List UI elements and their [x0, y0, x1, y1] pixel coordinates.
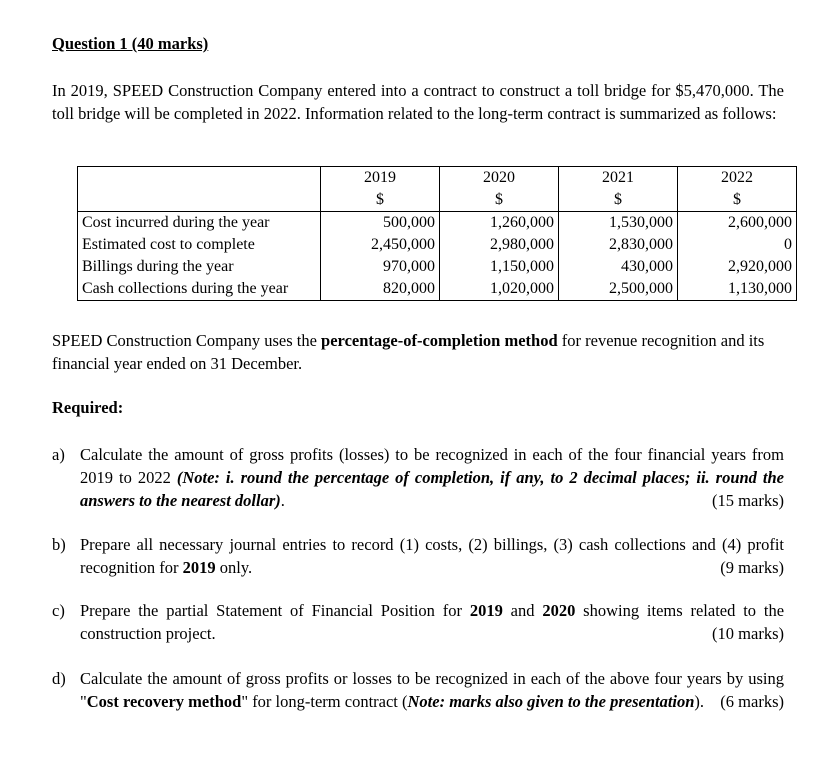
table-cell: 2,600,000 — [728, 214, 792, 231]
year-header-2022 — [678, 167, 797, 212]
part-d-letter: d) — [52, 669, 66, 688]
table-cell: 2,920,000 — [728, 258, 792, 275]
part-c-marks: (10 marks) — [712, 624, 784, 643]
values-2021 — [559, 212, 678, 301]
row-label-billings: Billings during the year — [82, 258, 234, 275]
table-cell: 0 — [784, 236, 792, 253]
year-label: 2021 — [602, 169, 634, 186]
part-c-year-1: 2019 — [469, 601, 503, 620]
table-header-row — [78, 167, 797, 212]
part-b-letter: b) — [52, 535, 66, 554]
part-a — [52, 443, 784, 512]
table-cell: 2,450,000 — [371, 236, 435, 253]
part-b-body — [80, 533, 784, 579]
method-emphasis: percentage-of-completion method — [321, 331, 558, 350]
row-labels-cell — [78, 212, 321, 301]
part-c-text-end: showing items related to the construction project. — [80, 601, 785, 643]
part-c-body — [80, 599, 784, 645]
values-2022 — [678, 212, 797, 301]
contract-table — [77, 166, 797, 301]
part-b-marks: (9 marks) — [720, 558, 784, 577]
table-cell: 1,150,000 — [490, 258, 554, 275]
table-cell: 2,500,000 — [609, 280, 673, 297]
table-cell: 970,000 — [383, 258, 435, 275]
intro-paragraph: In 2019, SPEED Construction Company entered into a contract to construct a toll bridge for $5,470,000. The toll bridge will be completed in 2022. Information related to the long-term contract is summarized as follows: — [52, 81, 784, 123]
part-c-text: Prepare the partial Statement of Financial Position for — [80, 601, 470, 620]
part-a-end: . — [280, 491, 285, 510]
method-paragraph — [52, 329, 784, 375]
year-label: 2022 — [721, 169, 753, 186]
table-cell: 500,000 — [383, 214, 435, 231]
currency-label: $ — [614, 191, 622, 208]
table-cell: 1,530,000 — [609, 214, 673, 231]
part-d-body — [80, 667, 784, 713]
row-label-estimated-cost: Estimated cost to complete — [82, 236, 255, 253]
table-cell: 2,980,000 — [490, 236, 554, 253]
table-body-row — [78, 212, 797, 301]
part-a-marks: (15 marks) — [712, 491, 784, 510]
values-2019 — [321, 212, 440, 301]
part-d-text: Calculate the amount of gross profits or losses to be recognized in each of the above four years by using " — [80, 669, 784, 711]
table-cell: 1,260,000 — [490, 214, 554, 231]
table-corner-cell — [78, 167, 321, 212]
part-c — [52, 599, 784, 645]
part-a-letter: a) — [52, 445, 65, 464]
year-header-2020 — [440, 167, 559, 212]
table-cell: 1,130,000 — [728, 280, 792, 297]
table-cell: 430,000 — [621, 258, 673, 275]
part-d-end: ). — [694, 692, 705, 711]
required-heading: Required: — [52, 398, 124, 417]
part-d-note: Note: marks also given to the presentation — [407, 692, 695, 711]
table-cell: 2,830,000 — [609, 236, 673, 253]
values-2020 — [440, 212, 559, 301]
part-a-body — [80, 443, 784, 512]
currency-label: $ — [495, 191, 503, 208]
row-label-cash-collections: Cash collections during the year — [82, 280, 289, 297]
method-text-end: for revenue recognition and its financial year ended on 31 December. — [52, 331, 765, 373]
part-d — [52, 667, 784, 713]
currency-label: $ — [376, 191, 384, 208]
year-header-2021 — [559, 167, 678, 212]
table-cell: 820,000 — [383, 280, 435, 297]
question-title: Question 1 (40 marks) — [52, 34, 209, 53]
row-label-cost-incurred: Cost incurred during the year — [82, 214, 270, 231]
currency-label: $ — [733, 191, 741, 208]
part-d-text-mid: " for long-term contract ( — [241, 692, 408, 711]
part-b-year: 2019 — [182, 558, 216, 577]
part-b-text: Prepare all necessary journal entries to record (1) costs, (2) billings, (3) cash collections and (4) profit recognition for — [80, 535, 784, 577]
part-b-end: only. — [215, 558, 253, 577]
year-header-2019 — [321, 167, 440, 212]
table-cell: 1,020,000 — [490, 280, 554, 297]
method-text: SPEED Construction Company uses the — [52, 331, 322, 350]
part-c-text-and: and — [502, 601, 543, 620]
part-d-marks: (6 marks) — [720, 692, 784, 711]
part-b — [52, 533, 784, 579]
part-c-year-2: 2020 — [542, 601, 576, 620]
year-label: 2019 — [364, 169, 396, 186]
year-label: 2020 — [483, 169, 515, 186]
part-a-text: Calculate the amount of gross profits (losses) to be recognized in each of the four financial years from 2019 to 2022 — [80, 445, 784, 487]
part-d-method: Cost recovery method — [86, 692, 242, 711]
part-c-letter: c) — [52, 601, 65, 620]
part-a-note: (Note: i. round the percentage of completion, if any, to 2 decimal places; ii. round the answers to the nearest dollar) — [80, 468, 784, 510]
